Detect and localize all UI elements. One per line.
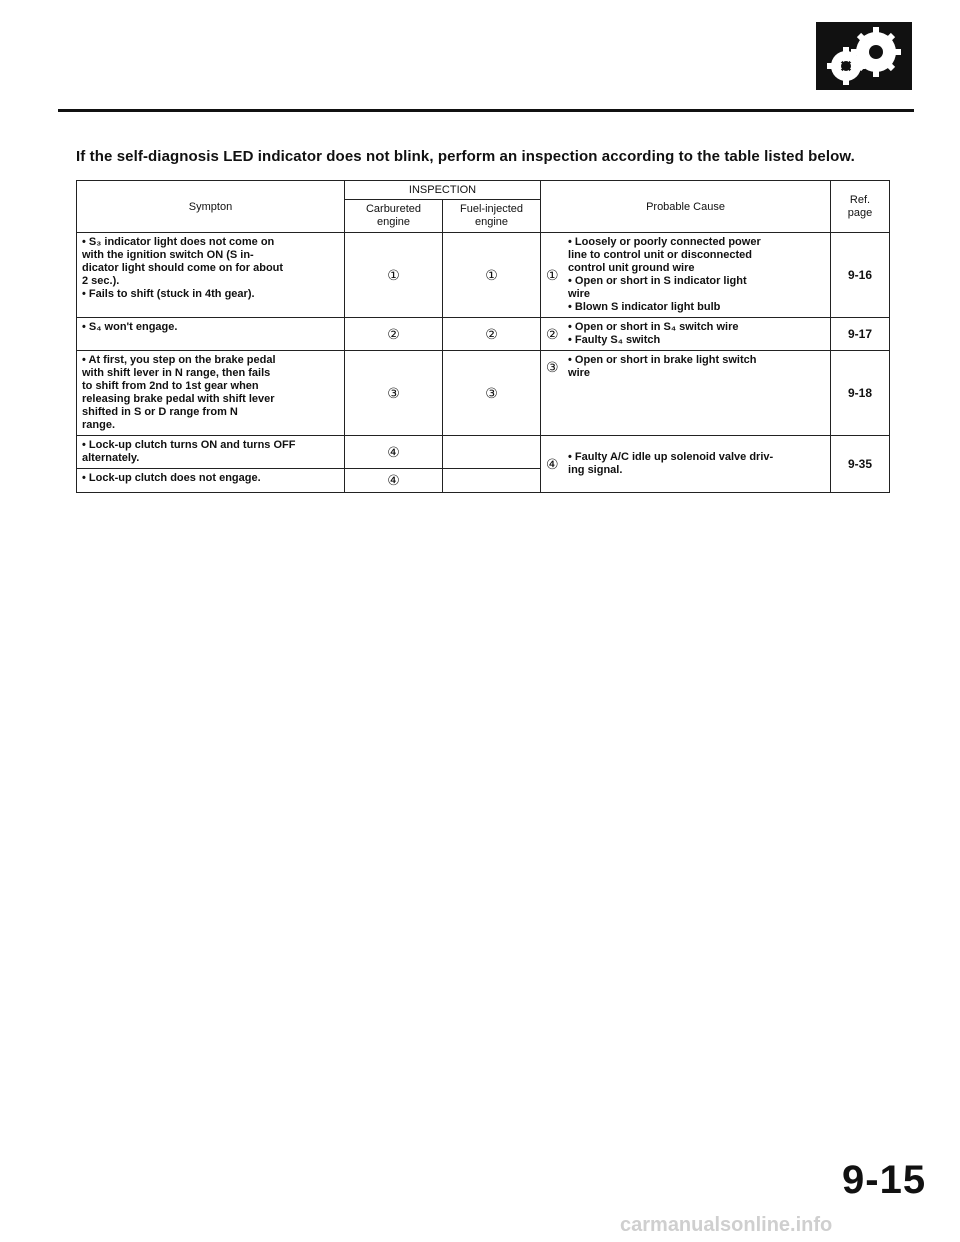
header-symptom: Sympton <box>77 181 345 233</box>
symptom-cell: • S₄ won't engage. <box>77 318 345 351</box>
fuel-injected-step: ① <box>443 233 541 318</box>
symptom-cell: • At first, you step on the brake pedal with shift lever in N range, then fails to shift from 2nd to 1st gear when releasing brake pedal with shift lever shifted in S or D range from N range. <box>77 351 345 436</box>
header-inspection: INSPECTION <box>345 181 541 200</box>
table-row <box>77 351 890 436</box>
ref-page-cell: 9-35 <box>831 436 890 493</box>
cause-step-number: ① <box>546 266 559 283</box>
symptom-cell: • Lock-up clutch does not engage. <box>77 469 345 493</box>
cause-step-number: ④ <box>546 455 559 472</box>
carbureted-step: ④ <box>345 469 443 493</box>
table-row <box>77 318 890 351</box>
carbureted-step: ② <box>345 318 443 351</box>
header-probable-cause: Probable Cause <box>541 181 831 233</box>
gears-icon <box>816 22 912 90</box>
probable-cause-cell: ④ • Faulty A/C idle up solenoid valve driv- ing signal. <box>541 436 831 493</box>
diagnosis-table <box>76 180 890 493</box>
ref-page-cell: 9-17 <box>831 318 890 351</box>
intro-text: If the self-diagnosis LED indicator does not blink, perform an inspection according to the table listed below. <box>76 148 855 165</box>
fuel-injected-step: ② <box>443 318 541 351</box>
probable-cause-cell: ③ • Open or short in brake light switch wire <box>541 351 831 436</box>
cause-step-number: ③ <box>546 358 559 375</box>
ref-page-cell: 9-16 <box>831 233 890 318</box>
carbureted-step: ③ <box>345 351 443 436</box>
fuel-injected-step <box>443 469 541 493</box>
symptom-cell: • Lock-up clutch turns ON and turns OFF alternately. <box>77 436 345 469</box>
fuel-injected-step <box>443 436 541 469</box>
table-row <box>77 233 890 318</box>
header-carbureted: Carbureted engine <box>345 200 443 233</box>
probable-cause-cell: ② • Open or short in S₄ switch wire • Faulty S₄ switch <box>541 318 831 351</box>
header-fuel-injected: Fuel-injected engine <box>443 200 541 233</box>
cause-step-number: ② <box>546 325 559 342</box>
ref-page-cell: 9-18 <box>831 351 890 436</box>
probable-cause-cell: ① • Loosely or poorly connected power line to control unit or disconnected control unit ground wire • Open or short in S indicator light wire • Blown S indicator light bulb <box>541 233 831 318</box>
fuel-injected-step: ③ <box>443 351 541 436</box>
page-number: 9-15 <box>842 1158 927 1202</box>
symptom-cell: • S₃ indicator light does not come on with the ignition switch ON (S in- dicator light should come on for about 2 sec.). • Fails to shift (stuck in 4th gear). <box>77 233 345 318</box>
watermark: carmanualsonline.info <box>620 1214 833 1236</box>
table-row <box>77 436 890 469</box>
header-ref-page: Ref. page <box>831 181 890 233</box>
header-rule <box>58 109 914 112</box>
carbureted-step: ④ <box>345 436 443 469</box>
carbureted-step: ① <box>345 233 443 318</box>
